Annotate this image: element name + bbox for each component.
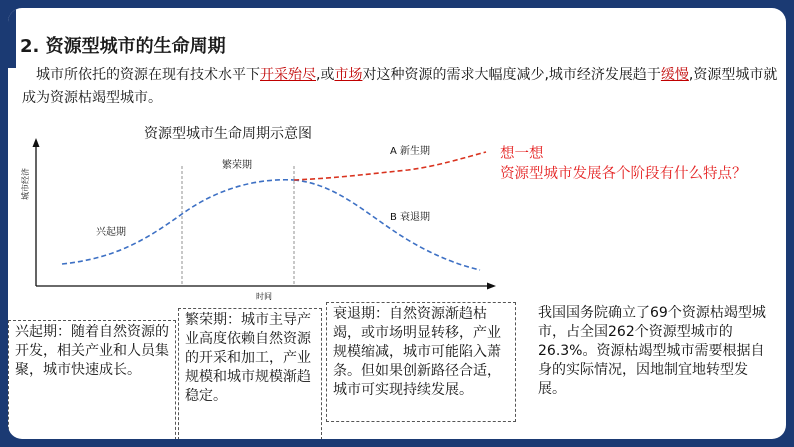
curve-rise-boom [62,180,294,264]
y-axis-label: 城市经济 [21,168,30,200]
label-a-renewal: A 新生期 [390,146,431,157]
label-rise: 兴起期 [96,227,126,238]
curve-b-decline [294,180,480,270]
box-rise-stage: 兴起期：随着自然资源的开发，相关产业和人员集聚，城市快速成长。 [8,320,176,439]
box-boom-stage: 繁荣期：城市主导产业高度依赖自然资源的开采和加工，产业规模和城市规模渐趋稳定。 [178,308,322,439]
chart-title: 资源型城市生命周期示意图 [144,126,312,142]
keyword-slow: 缓慢 [660,67,689,83]
x-axis-label: 时间 [256,292,272,301]
box-fact: 我国国务院确立了69个资源枯竭型城市，占全国262个资源型城市的26.3%。资源枯竭型城市需要根据自身的实际情况，因地制宜地转型发展。 [538,305,766,397]
slide [8,8,786,439]
think-prompt: 想一想 资源型城市发展各个阶段有什么特点？ [500,146,747,182]
y-axis-arrow [33,138,40,147]
label-b-decline: B 衰退期 [390,212,431,223]
box-decline-stage: 衰退期：自然资源渐趋枯竭，或市场明显转移，产业规模缩减，城市可能陷入萧条。但如果创新路径合适，城市可实现持续发展。 [326,302,516,422]
keyword-exhausted: 开采殆尽 [260,67,316,83]
section-title: 2. 资源型城市的生命周期 [20,36,226,57]
label-boom: 繁荣期 [222,160,252,171]
intro-paragraph: 城市所依托的资源在现有技术水平下开采殆尽,或市场对这种资源的需求大幅度减少,城市经济发展趋于缓慢,资源型城市就成为资源枯竭型城市。 [22,67,778,106]
keyword-market: 市场 [334,67,363,83]
x-axis-arrow [487,283,496,290]
